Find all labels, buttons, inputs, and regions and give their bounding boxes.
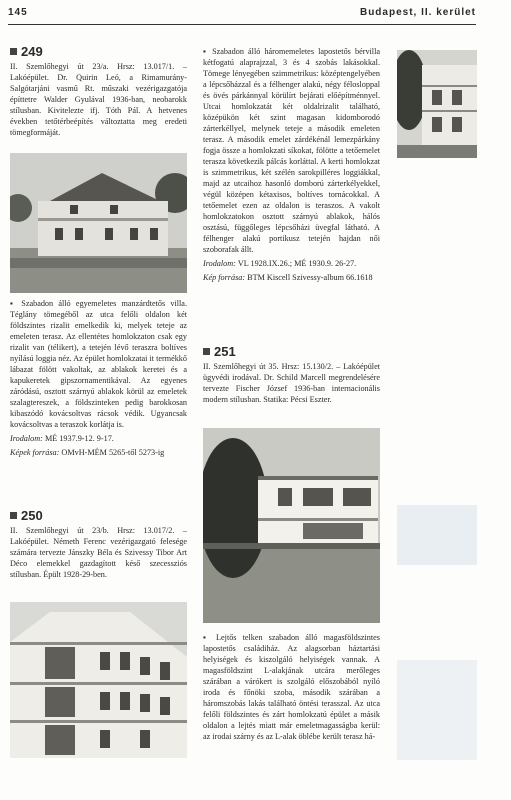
irodalom-label: Irodalom: [203, 259, 236, 268]
square-bullet-icon [203, 348, 210, 355]
entry-number: 251 [214, 344, 236, 359]
entry-address: II. Szemlőhegyi út 35. Hrsz: 15.130/2. – Lakóépület ügyvédi irodával. Dr. Schild Marcell megrendelésére tervezte Fischer József 1936-ban internacionális modern stílusban. Statika: Pécsi Eszter. [203, 362, 380, 404]
entry-251-details [203, 632, 380, 745]
entry-description: ▪ Szabadon álló egyemeletes manzárdtetős villa. Téglány tömegéből az utca felőli oldalon két földszintes rizalit emelkedik ki, melyek teteje az emeleten terasz. Az ellentétes homlokzaton csak egy rizalit van (télikert), a tetején lévő teraszra boltíves nyílású loggia néz. Az épület homlokzatai it termékkő lábazat fölött vakoltak, az ablakok keretei és a kapukeretek gipszornamentikával. Az egyenes záródású, osztott szárnyú ablakok körül az emeletek szalagtereszek, a földszinteken pedig barokkosan kibaszódó kovácsoltvas rácsok védik. Ugyancsak kovácsoltvas a teraszok korlátja is. [10, 299, 187, 429]
entry-251-heading [203, 346, 380, 357]
modern-house-photo-251 [203, 428, 380, 623]
villa-photo-249 [10, 153, 187, 293]
next-page-bleedthrough-plan [397, 660, 477, 760]
kep-value: OMvH-MÉM 5265-től 5273-ig [61, 448, 165, 457]
square-bullet-icon [10, 512, 17, 519]
kep-label: Képek forrása: [10, 448, 60, 457]
garden-facade-illustration [397, 50, 477, 158]
kep-label: Kép forrása: [203, 273, 246, 282]
page-header [8, 4, 476, 25]
next-page-bleedthrough-photo [397, 505, 477, 565]
kep-value: BTM Kiscell Szivessy-album 66.1618 [247, 273, 373, 282]
entry-description: ▪ Szabadon álló háromemeletes lapostetős bérvilla kétfogatú alaprajzzal, 3 és 4 szobás lakásokkal. Tömege lényegében szimmetrikus: középtengelyében a lépcsőházzal és a félhenger alakú, négy félosloppal és övés párkánnyal körülírt bejárati előépítménnyel. Utcai homlokzatát két oldalrizalit található, középükön két szint magasan kidomborodó zárterkéllyel, melynek teteje a második emeleten terasz. A második emelet zárdékénál lemezpárkány fogja össze a homlokzati síkokat, fölötte a tetőemelet terasza következik pálcás korláttal. A kerti homlokzat is szimmetrikus, két szélén sarokpilléres loggiákkal, majd az utcaihoz hasonló domború zárterkélyekkel, végül középen kétaxisos, boltíves tornácokkal. A tetőemelet ezen az oldalon is teraszos. A vakolt homlokzatokon osztott szárnyú ablakok, hálós osztású, függőleges lépcsőházi üvegfal látható. A félhenger alakú portikusz tetején hajdan női szoborafak állt. [203, 47, 380, 254]
section-title: Budapest, II. kerület [359, 7, 476, 18]
entry-number: 249 [21, 44, 43, 59]
page-number: 145 [8, 7, 28, 18]
entry-number: 250 [21, 508, 43, 523]
entry-description: ▪ Lejtős telken szabadon álló magasföldszintes lapostetős családiház. Az alagsorban háztartási helyiségek és kiszolgáló helyiségek vannak. A magasföldszint L-alakjának utcára merőleges szárában a várókert is szolgáló előszobából nyíló iroda és főnöki szoba, második szárában a háromszobás lakás található öntési terasszal. Az utca felőli földszintes és zárt homlokzatú épület a másik oldalon a lejtés miatt már emeletmagasságba kerül: az irodai szárny és az L-alak öblébe került terasz há- [203, 633, 380, 741]
square-bullet-icon [10, 48, 17, 55]
apartment-illustration [10, 602, 187, 758]
entry-250-text [10, 510, 187, 583]
villa-illustration [10, 153, 187, 293]
entry-249-details [10, 298, 187, 461]
villa-photo-250-garden [397, 50, 477, 158]
entry-251-text [203, 346, 380, 408]
irodalom-label: Irodalom: [10, 434, 43, 443]
entry-address: II. Szemlőhegyi út 23/b. Hrsz: 13.017/2. – Lakóépület. Németh Ferenc vezérigazgató felesége számára tervezte Jánszky Béla és Szivessy Tibor Art Déco elemekkel gazdagított késő szecessziós stílusban. Épült 1928-29-ben. [10, 526, 187, 579]
entry-250-heading [10, 510, 187, 521]
entry-249-heading [10, 46, 187, 57]
irodalom-value: VL 1928.IX.26.; MÉ 1930.9. 26-27. [237, 259, 357, 268]
entry-249-text [10, 46, 187, 141]
villa-photo-250 [10, 602, 187, 758]
irodalom-value: MÉ 1937.9-12. 9-17. [44, 434, 114, 443]
entry-address: II. Szemlőhegyi út 23/a. Hrsz: 13.017/1. – Lakóépület. Dr. Quirin Leó, a Rimamurány-Salgótarjáni vasmű Rt. műszaki vezérigazgatója építtetre Walder Gyulával 1936-ban, neobarokk stílusban. Kivitelezte ifj. Tóth Pál. A hetvenes években tetőtérbeépítés változtatta meg eredeti tömegformáját. [10, 62, 187, 137]
entry-250-details [203, 46, 380, 286]
modern-house-illustration [203, 428, 380, 623]
